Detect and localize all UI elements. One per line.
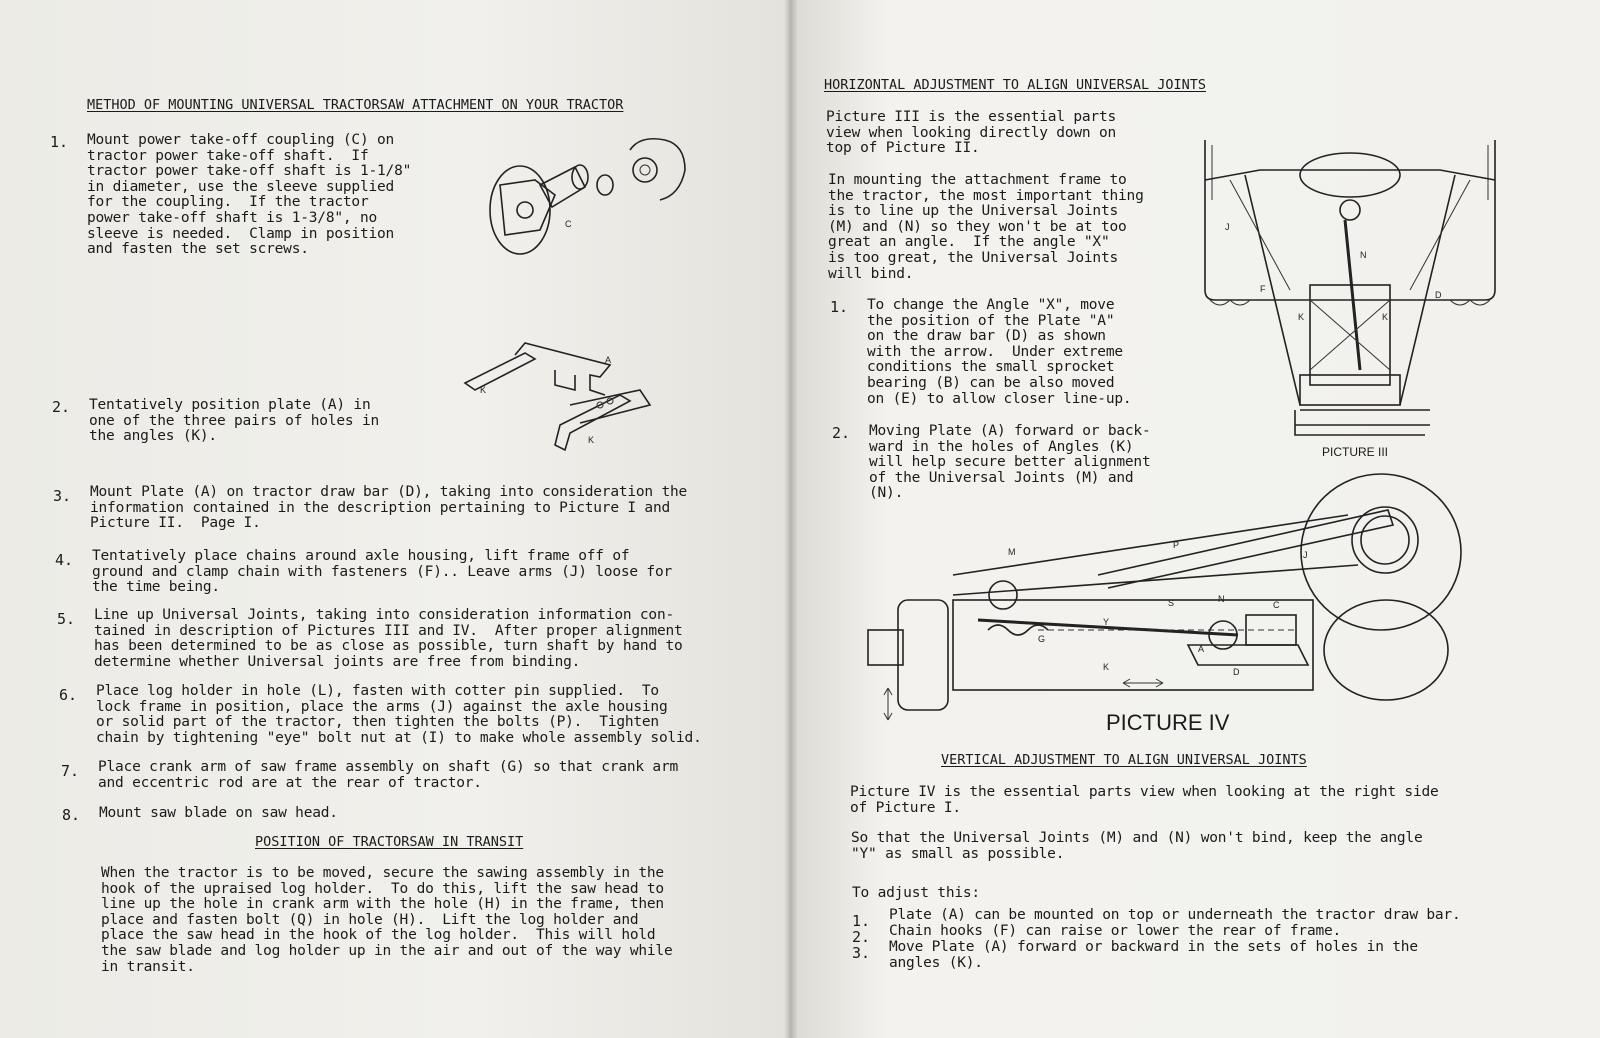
label-g: G bbox=[1038, 634, 1046, 644]
lower-guard bbox=[1324, 600, 1448, 700]
intro-text: Picture III is the essential parts view when looking directly down on top of Picture II. bbox=[826, 109, 1117, 157]
picture-4-illustration bbox=[868, 470, 1468, 725]
step-number: 6. bbox=[59, 686, 78, 704]
drive-shaft bbox=[1345, 220, 1360, 370]
coupling-hub bbox=[517, 202, 533, 218]
pto-shaft-core bbox=[640, 165, 650, 175]
step-text: Mount power take-off coupling (C) on tractor power take-off shaft. If tractor power take-off shaft is 1-1/8" in diameter, use the sleeve supplied for the coupling. If the tractor power take-off shaft is 1-3/8", no sleeve is needed. Clamp in position and fasten the set screws. bbox=[87, 132, 412, 258]
differential bbox=[1300, 153, 1400, 197]
step-number: 1. bbox=[830, 298, 849, 316]
left-page bbox=[0, 0, 790, 1038]
picture-3-caption: PICTURE III bbox=[1322, 445, 1389, 459]
step-text: Mount Plate (A) on tractor draw bar (D), taking into consideration the information contained in the description pertaining to Picture I and Picture II. Page I. bbox=[90, 484, 688, 532]
label-d: D bbox=[1233, 667, 1240, 677]
label-k: K bbox=[1103, 662, 1110, 672]
right-page bbox=[790, 0, 1600, 1038]
adjust-intro: To adjust this: bbox=[852, 885, 980, 901]
picture-4-caption: PICTURE IV bbox=[1106, 710, 1230, 735]
drive-assembly bbox=[1300, 375, 1400, 405]
u-joint-m bbox=[989, 581, 1017, 609]
sleeve-ring bbox=[597, 175, 613, 195]
step-text: Moving Plate (A) forward or back- ward in the holes of Angles (K) will help secure better alignment of the Universal Joints (M) and (N). bbox=[869, 423, 1151, 502]
vertical-text: So that the Universal Joints (M) and (N) won't bind, keep the angle "Y" as small as possible. bbox=[851, 830, 1423, 862]
label-j: J bbox=[1225, 222, 1230, 232]
adjust-number: 1. bbox=[852, 912, 871, 930]
step-text: Place crank arm of saw frame assembly on shaft (G) so that crank arm and eccentric rod are at the rear of tractor. bbox=[98, 759, 679, 791]
intro-text: In mounting the attachment frame to the tractor, the most important thing is to line up the Universal Joints (M) and (N) so they won't be at too great an angle. If the angle "X" is too great, the Universal Joints will bind. bbox=[828, 172, 1144, 282]
coupling-sleeve bbox=[540, 167, 585, 207]
label-s: S bbox=[1168, 598, 1175, 608]
step-text: To change the Angle "X", move the position of the Plate "A" on the draw bar (D) as shown with the arrow. Under extreme conditions the small sprocket bearing (B) can be also moved on (E) to allow closer line-up. bbox=[867, 297, 1132, 407]
label-n: N bbox=[1218, 594, 1225, 604]
draw-bar bbox=[1295, 410, 1430, 435]
coupling-disc bbox=[490, 166, 550, 254]
step-number: 3. bbox=[53, 487, 72, 505]
vertical-text: Picture IV is the essential parts view when looking at the right side of Picture I. bbox=[850, 784, 1439, 816]
label-k: K bbox=[588, 435, 595, 445]
adjust-text: Move Plate (A) forward or backward in the sets of holes in the angles (K). bbox=[889, 939, 1418, 971]
label-k: K bbox=[1298, 312, 1305, 322]
label-c: C bbox=[1273, 600, 1280, 610]
chain-left bbox=[1245, 175, 1300, 405]
step-text: Line up Universal Joints, taking into consideration information con- tained in description of Pictures III and IV. After proper alignment has been determined to be as close as possible, turn shaft by hand to determine whether Universal joints are free from binding. bbox=[94, 607, 683, 670]
label-d: D bbox=[1435, 290, 1442, 300]
coupling-illustration bbox=[480, 125, 700, 265]
step-number: 2. bbox=[52, 398, 71, 416]
step-text: Place log holder in hole (L), fasten with cotter pin supplied. To lock frame in position, place the arms (J) against the axle housing or solid part of the tractor, then tighten the bolts (P). Tighten chain by tightening "eye" bolt nut at (I) to make whole assembly solid. bbox=[96, 683, 702, 746]
plate-illustration bbox=[460, 335, 680, 455]
step-number: 8. bbox=[62, 806, 81, 824]
step-text: Tentatively place chains around axle housing, lift frame off of ground and clamp chain with fasteners (F).. Leave arms (J) loose for the time being. bbox=[92, 548, 673, 596]
step-text: Tentatively position plate (A) in one of the three pairs of holes in the angles (K). bbox=[89, 397, 380, 445]
label-y: Y bbox=[1103, 617, 1110, 627]
label-a: A bbox=[605, 355, 612, 365]
adjust-number: 2. bbox=[852, 928, 871, 946]
coupling-body bbox=[500, 180, 555, 235]
vertical-heading: VERTICAL ADJUSTMENT TO ALIGN UNIVERSAL JOINTS bbox=[941, 752, 1307, 768]
step-number: 5. bbox=[57, 610, 76, 628]
mounting-heading: METHOD OF MOUNTING UNIVERSAL TRACTORSAW ATTACHMENT ON YOUR TRACTOR bbox=[87, 97, 624, 113]
bolt bbox=[570, 390, 650, 423]
end-flange bbox=[898, 600, 948, 710]
adjust-number: 3. bbox=[852, 944, 871, 962]
page-gutter bbox=[784, 0, 798, 1038]
label-a: A bbox=[1198, 644, 1205, 654]
pto-shaft bbox=[633, 158, 657, 182]
plate-bracket bbox=[555, 370, 575, 390]
chain-right bbox=[1400, 175, 1455, 405]
label-m: M bbox=[1008, 547, 1016, 557]
plate-a bbox=[1188, 645, 1308, 665]
horizontal-heading: HORIZONTAL ADJUSTMENT TO ALIGN UNIVERSAL JOINTS bbox=[824, 77, 1207, 93]
pto-hub bbox=[1340, 200, 1360, 220]
sprocket bbox=[1352, 507, 1418, 573]
label-j: J bbox=[1303, 550, 1308, 560]
adjust-text: Plate (A) can be mounted on top or underneath the tractor draw bar. bbox=[889, 907, 1461, 923]
label-f: F bbox=[1260, 284, 1266, 294]
axle-housing bbox=[1205, 170, 1495, 180]
adjust-text: Chain hooks (F) can raise or lower the rear of frame. bbox=[889, 923, 1342, 939]
arm-j bbox=[1098, 510, 1393, 588]
step-number: 7. bbox=[61, 762, 80, 780]
saw-blade-guard bbox=[1301, 474, 1461, 630]
angle-k-upper bbox=[465, 353, 535, 390]
transit-heading: POSITION OF TRACTORSAW IN TRANSIT bbox=[255, 834, 524, 850]
label-k: K bbox=[480, 385, 487, 395]
label-n: N bbox=[1360, 250, 1367, 260]
transit-text: When the tractor is to be moved, secure the sawing assembly in the hook of the upraised log holder. To do this, lift the saw head to line up the hole in crank arm with the hole (H) in the frame, then place and fasten bolt (Q) in hole (H). Lift the log holder and place the saw head in the hook of the log holder. This will hold the saw blade and log holder up in the air and out of the way while in transit. bbox=[101, 865, 673, 975]
picture-3-illustration bbox=[1200, 140, 1500, 445]
step-number: 4. bbox=[55, 551, 74, 569]
label-c: C bbox=[565, 219, 572, 229]
step-number: 2. bbox=[832, 424, 851, 442]
step-text: Mount saw blade on saw head. bbox=[99, 805, 338, 821]
label-p: P bbox=[1173, 540, 1180, 550]
label-k: K bbox=[1382, 312, 1389, 322]
step-number: 1. bbox=[50, 133, 69, 151]
